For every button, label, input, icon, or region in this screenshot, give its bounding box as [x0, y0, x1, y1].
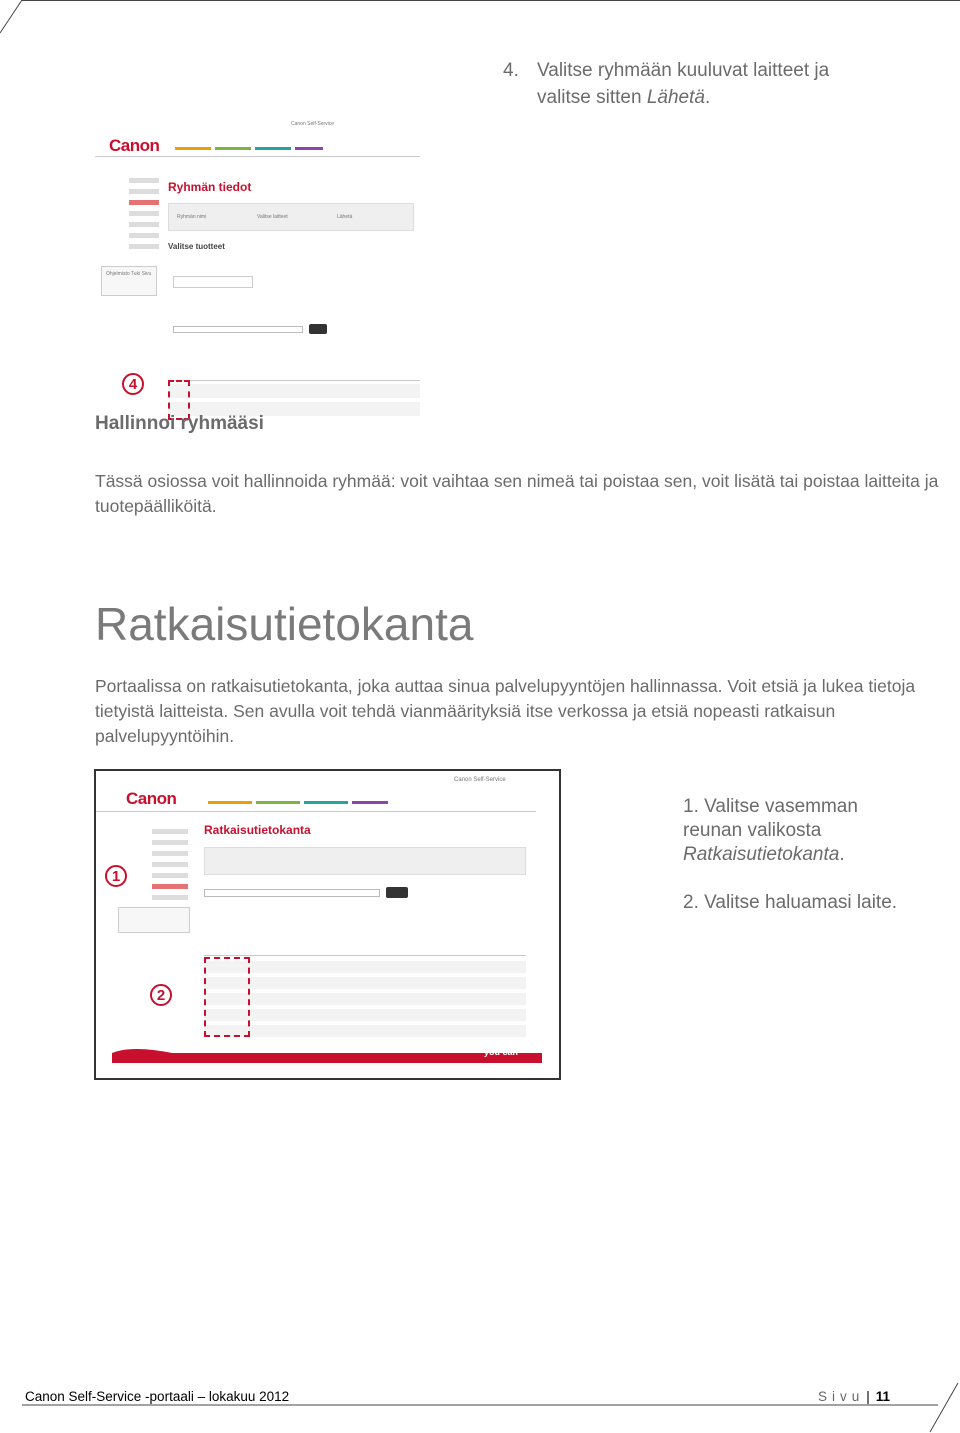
sidebar-menu: [129, 178, 159, 255]
screenshot-knowledge-base: [94, 769, 561, 1080]
step-1-italic: Ratkaisutietokanta: [683, 844, 840, 865]
support-button[interactable]: [118, 907, 190, 933]
wizard-steps: [204, 847, 526, 875]
page-label: Sivu: [818, 1389, 865, 1404]
header-links: Canon Self-Service: [291, 121, 335, 127]
footer-page-number: Sivu | 11: [818, 1389, 891, 1404]
serial-column-highlight: [204, 957, 250, 1037]
table-row[interactable]: [204, 993, 526, 1005]
footer-title: Canon Self-Service -portaali – lokakuu 2012: [25, 1389, 290, 1404]
support-button[interactable]: [101, 266, 157, 296]
badge-4: 4: [122, 373, 144, 395]
body-knowledge-base: Portaalissa on ratkaisutietokanta, joka auttaa sinua palvelupyyntöjen hallinnassa. Voit etsiä ja lukea tietoja tietyistä laitteista. Sen avulla voit tehdä vianmäärityksiä itse verkossa ja etsiä nopeasti ratkaisun palvelupyyntöihin.: [95, 676, 916, 746]
serial-search-input[interactable]: [204, 889, 380, 897]
step-1-end: .: [839, 844, 845, 865]
nav-tab-2[interactable]: [256, 801, 300, 804]
section-body-manage-group: Tässä osiossa voit hallinnoida ryhmää: voit vaihtaa sen nimeä tai poistaa sen, voit lisätä tai poistaa laitteita ja tuotepäälliköitä.: [95, 471, 939, 516]
page-number: 11: [875, 1389, 891, 1404]
step-line-2-end: .: [704, 87, 711, 108]
header-brand: Canon Self-Service: [454, 777, 506, 783]
canon-logo: Canon: [126, 789, 177, 808]
heading-knowledge-base: Ratkaisutietokanta: [95, 598, 474, 650]
support-button-label: Ohjelmisto Tuki Sivu: [106, 271, 152, 277]
page-title: Ratkaisutietokanta: [204, 823, 311, 837]
section-title: Valitse tuotteet: [168, 242, 225, 251]
section-title-manage-group: Hallinnoi ryhmääsi: [95, 413, 264, 434]
you-can-brand: you can: [484, 1047, 519, 1057]
canon-logo: Canon: [109, 136, 160, 155]
step-number: 4.: [503, 60, 519, 81]
search-button[interactable]: [386, 887, 408, 898]
wizard-step-3: Lähetä: [337, 214, 353, 220]
table-row[interactable]: [204, 1009, 526, 1021]
badge-1: 1: [105, 865, 127, 887]
nav-tab-4[interactable]: [295, 147, 323, 150]
step-1-line-1: 1. Valitse vasemman: [683, 796, 858, 817]
table-row[interactable]: [204, 1025, 526, 1037]
nav-tab-2[interactable]: [215, 147, 251, 150]
table-row[interactable]: [204, 977, 526, 989]
nav-tab-1[interactable]: [175, 147, 211, 150]
badge-2: 2: [150, 984, 172, 1006]
table-row[interactable]: [168, 384, 420, 398]
wizard-step-2: Valitse laitteet: [257, 214, 288, 220]
nav-tab-4[interactable]: [352, 801, 388, 804]
step-1-line-2: reunan valikosta: [683, 820, 822, 841]
step-line-2: valitse sitten: [537, 87, 647, 108]
serial-search-input[interactable]: [173, 326, 303, 333]
sidebar-menu: [152, 829, 188, 906]
footer-red-swoosh: [112, 1039, 542, 1065]
nav-tab-3[interactable]: [304, 801, 348, 804]
table-row[interactable]: [204, 961, 526, 973]
page-title: Ryhmän tiedot: [168, 180, 252, 194]
steps-list: [683, 795, 943, 915]
step-4-instruction: [503, 57, 903, 111]
search-button[interactable]: [309, 324, 327, 334]
screenshot-group-details: [95, 118, 420, 423]
step-line-1: Valitse ryhmään kuuluvat laitteet ja: [537, 60, 830, 81]
wizard-step-1: Ryhmän nimi: [177, 214, 207, 220]
selected-products-box[interactable]: [173, 276, 253, 288]
send-emphasis: Lähetä: [646, 87, 705, 108]
wizard-steps: [168, 203, 414, 231]
nav-tab-1[interactable]: [208, 801, 252, 804]
step-2: 2. Valitse haluamasi laite.: [683, 892, 898, 913]
nav-tab-3[interactable]: [255, 147, 291, 150]
